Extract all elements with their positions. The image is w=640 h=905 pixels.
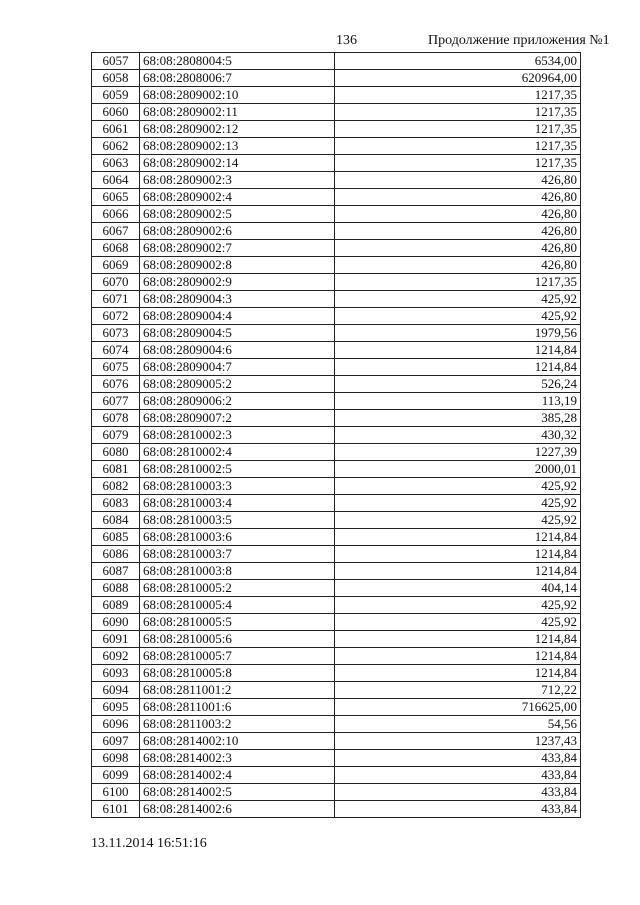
value-cell: 426,80 [335,257,581,274]
value-cell: 425,92 [335,597,581,614]
value-cell: 1217,35 [335,138,581,155]
cadastral-number-cell: 68:08:2810005:5 [140,614,335,631]
page-number: 136 [336,33,357,48]
row-number-cell: 6075 [92,359,140,376]
cadastral-number-cell: 68:08:2809004:4 [140,308,335,325]
cadastral-number-cell: 68:08:2810003:4 [140,495,335,512]
value-cell: 1979,56 [335,325,581,342]
value-cell: 433,84 [335,750,581,767]
table-row [92,325,581,342]
value-cell: 425,92 [335,308,581,325]
cadastral-number-cell: 68:08:2809002:8 [140,257,335,274]
row-number-cell: 6062 [92,138,140,155]
cadastral-number-cell: 68:08:2809002:14 [140,155,335,172]
row-number-cell: 6094 [92,682,140,699]
table-row [92,427,581,444]
table-row [92,444,581,461]
value-cell: 1214,84 [335,342,581,359]
value-cell: 526,24 [335,376,581,393]
table-row [92,546,581,563]
cadastral-number-cell: 68:08:2810002:4 [140,444,335,461]
cadastral-number-cell: 68:08:2810003:7 [140,546,335,563]
cadastral-number-cell: 68:08:2810002:3 [140,427,335,444]
cadastral-number-cell: 68:08:2814002:6 [140,801,335,818]
cadastral-number-cell: 68:08:2809002:3 [140,172,335,189]
table-row [92,512,581,529]
cadastral-number-cell: 68:08:2809005:2 [140,376,335,393]
row-number-cell: 6090 [92,614,140,631]
row-number-cell: 6074 [92,342,140,359]
appendix-note: Продолжение приложения №1 [428,33,610,48]
table-row [92,563,581,580]
value-cell: 426,80 [335,189,581,206]
table-row [92,206,581,223]
table-row [92,274,581,291]
row-number-cell: 6092 [92,648,140,665]
registry-table-body [92,53,581,818]
table-row [92,155,581,172]
row-number-cell: 6080 [92,444,140,461]
row-number-cell: 6072 [92,308,140,325]
table-row [92,699,581,716]
value-cell: 1214,84 [335,529,581,546]
table-row [92,529,581,546]
table-row [92,682,581,699]
row-number-cell: 6101 [92,801,140,818]
table-row [92,87,581,104]
cadastral-number-cell: 68:08:2810005:6 [140,631,335,648]
cadastral-number-cell: 68:08:2809002:13 [140,138,335,155]
row-number-cell: 6079 [92,427,140,444]
row-number-cell: 6082 [92,478,140,495]
value-cell: 433,84 [335,801,581,818]
row-number-cell: 6093 [92,665,140,682]
table-row [92,104,581,121]
value-cell: 433,84 [335,784,581,801]
table-row [92,733,581,750]
table-row [92,495,581,512]
row-number-cell: 6083 [92,495,140,512]
value-cell: 425,92 [335,291,581,308]
value-cell: 716625,00 [335,699,581,716]
table-row [92,393,581,410]
value-cell: 426,80 [335,223,581,240]
table-row [92,716,581,733]
row-number-cell: 6081 [92,461,140,478]
table-row [92,70,581,87]
value-cell: 1214,84 [335,359,581,376]
table-row [92,631,581,648]
cadastral-number-cell: 68:08:2814002:3 [140,750,335,767]
cadastral-number-cell: 68:08:2809004:7 [140,359,335,376]
value-cell: 433,84 [335,767,581,784]
row-number-cell: 6096 [92,716,140,733]
row-number-cell: 6057 [92,53,140,70]
value-cell: 1217,35 [335,87,581,104]
cadastral-number-cell: 68:08:2809006:2 [140,393,335,410]
row-number-cell: 6068 [92,240,140,257]
cadastral-number-cell: 68:08:2810002:5 [140,461,335,478]
table-row [92,257,581,274]
table-row [92,291,581,308]
table-row [92,614,581,631]
row-number-cell: 6085 [92,529,140,546]
cadastral-number-cell: 68:08:2810005:7 [140,648,335,665]
cadastral-number-cell: 68:08:2809002:10 [140,87,335,104]
cadastral-number-cell: 68:08:2810003:8 [140,563,335,580]
value-cell: 113,19 [335,393,581,410]
cadastral-number-cell: 68:08:2809002:9 [140,274,335,291]
table-row [92,784,581,801]
value-cell: 54,56 [335,716,581,733]
table-row [92,223,581,240]
cadastral-number-cell: 68:08:2811001:2 [140,682,335,699]
cadastral-number-cell: 68:08:2814002:4 [140,767,335,784]
registry-table [91,52,581,818]
cadastral-number-cell: 68:08:2808006:7 [140,70,335,87]
table-row [92,189,581,206]
table-row [92,359,581,376]
row-number-cell: 6076 [92,376,140,393]
value-cell: 1217,35 [335,104,581,121]
table-row [92,342,581,359]
value-cell: 1217,35 [335,121,581,138]
table-row [92,138,581,155]
cadastral-number-cell: 68:08:2809002:11 [140,104,335,121]
row-number-cell: 6063 [92,155,140,172]
cadastral-number-cell: 68:08:2810005:2 [140,580,335,597]
table-row [92,597,581,614]
value-cell: 1214,84 [335,648,581,665]
table-row [92,767,581,784]
table-row [92,410,581,427]
value-cell: 1214,84 [335,563,581,580]
value-cell: 426,80 [335,172,581,189]
value-cell: 1237,43 [335,733,581,750]
row-number-cell: 6061 [92,121,140,138]
value-cell: 1214,84 [335,665,581,682]
table-row [92,648,581,665]
value-cell: 1217,35 [335,155,581,172]
table-row [92,478,581,495]
value-cell: 1214,84 [335,546,581,563]
footer-timestamp: 13.11.2014 16:51:16 [91,836,207,851]
row-number-cell: 6058 [92,70,140,87]
cadastral-number-cell: 68:08:2811001:6 [140,699,335,716]
cadastral-number-cell: 68:08:2809004:6 [140,342,335,359]
value-cell: 425,92 [335,512,581,529]
row-number-cell: 6095 [92,699,140,716]
value-cell: 2000,01 [335,461,581,478]
cadastral-number-cell: 68:08:2809002:4 [140,189,335,206]
cadastral-number-cell: 68:08:2809002:6 [140,223,335,240]
row-number-cell: 6084 [92,512,140,529]
cadastral-number-cell: 68:08:2809004:3 [140,291,335,308]
row-number-cell: 6069 [92,257,140,274]
row-number-cell: 6088 [92,580,140,597]
row-number-cell: 6059 [92,87,140,104]
row-number-cell: 6086 [92,546,140,563]
value-cell: 425,92 [335,495,581,512]
cadastral-number-cell: 68:08:2814002:5 [140,784,335,801]
cadastral-number-cell: 68:08:2810005:8 [140,665,335,682]
value-cell: 1217,35 [335,274,581,291]
cadastral-number-cell: 68:08:2809004:5 [140,325,335,342]
row-number-cell: 6097 [92,733,140,750]
row-number-cell: 6077 [92,393,140,410]
row-number-cell: 6067 [92,223,140,240]
row-number-cell: 6073 [92,325,140,342]
cadastral-number-cell: 68:08:2809007:2 [140,410,335,427]
row-number-cell: 6098 [92,750,140,767]
value-cell: 426,80 [335,206,581,223]
table-row [92,121,581,138]
value-cell: 712,22 [335,682,581,699]
row-number-cell: 6099 [92,767,140,784]
cadastral-number-cell: 68:08:2810003:6 [140,529,335,546]
table-row [92,376,581,393]
row-number-cell: 6060 [92,104,140,121]
table-row [92,801,581,818]
value-cell: 426,80 [335,240,581,257]
value-cell: 385,28 [335,410,581,427]
value-cell: 620964,00 [335,70,581,87]
cadastral-number-cell: 68:08:2810003:3 [140,478,335,495]
value-cell: 430,32 [335,427,581,444]
row-number-cell: 6070 [92,274,140,291]
row-number-cell: 6089 [92,597,140,614]
row-number-cell: 6087 [92,563,140,580]
row-number-cell: 6091 [92,631,140,648]
table-row [92,172,581,189]
table-row [92,750,581,767]
table-row [92,665,581,682]
cadastral-number-cell: 68:08:2810005:4 [140,597,335,614]
cadastral-number-cell: 68:08:2809002:7 [140,240,335,257]
cadastral-number-cell: 68:08:2809002:5 [140,206,335,223]
table-row [92,240,581,257]
cadastral-number-cell: 68:08:2808004:5 [140,53,335,70]
row-number-cell: 6100 [92,784,140,801]
cadastral-number-cell: 68:08:2814002:10 [140,733,335,750]
cadastral-number-cell: 68:08:2810003:5 [140,512,335,529]
table-row [92,461,581,478]
row-number-cell: 6065 [92,189,140,206]
row-number-cell: 6064 [92,172,140,189]
value-cell: 425,92 [335,614,581,631]
table-row [92,308,581,325]
row-number-cell: 6078 [92,410,140,427]
value-cell: 1214,84 [335,631,581,648]
value-cell: 6534,00 [335,53,581,70]
cadastral-number-cell: 68:08:2811003:2 [140,716,335,733]
cadastral-number-cell: 68:08:2809002:12 [140,121,335,138]
row-number-cell: 6066 [92,206,140,223]
table-row [92,53,581,70]
value-cell: 1227,39 [335,444,581,461]
table-row [92,580,581,597]
value-cell: 425,92 [335,478,581,495]
value-cell: 404,14 [335,580,581,597]
row-number-cell: 6071 [92,291,140,308]
